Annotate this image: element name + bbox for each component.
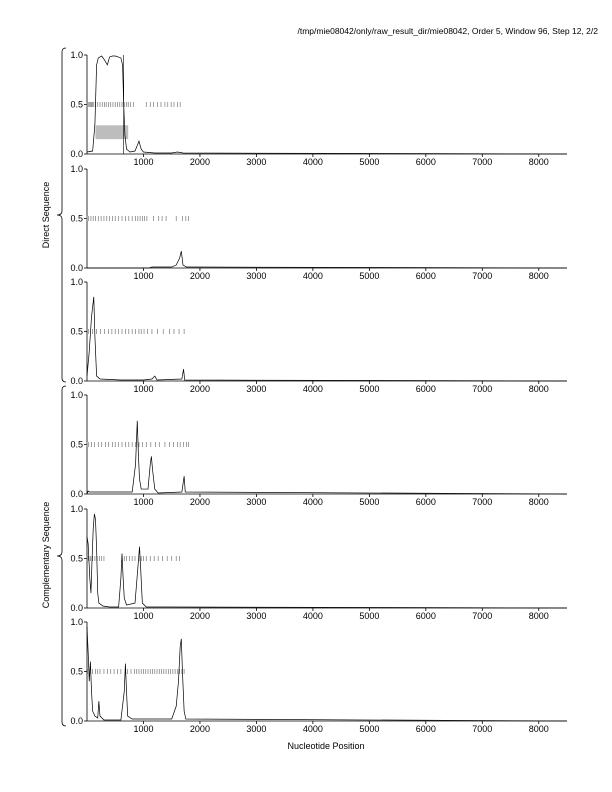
panel-4-series-line — [87, 421, 567, 494]
panel-3-y-tick-label-1: 0.5 — [70, 326, 83, 337]
panel-5-x-tick-label-6: 7000 — [472, 611, 493, 621]
panel-6-x-tick-label-3: 4000 — [302, 724, 323, 734]
panel-2-x-tick-label-0: 1000 — [133, 271, 154, 281]
panel-1-x-tick-label-2: 3000 — [246, 157, 267, 167]
panel-3-x-tick-label-4: 5000 — [359, 384, 380, 394]
x-axis-title: Nucleotide Position — [287, 741, 365, 751]
panel-2-x-tick-label-6: 7000 — [472, 271, 493, 281]
panel-3-x-tick-label-2: 3000 — [246, 384, 267, 394]
panel-4-y-tick-label-1: 0.5 — [70, 439, 83, 450]
panel-2-y-tick-label-0: 0.0 — [70, 263, 83, 273]
panel-4-x-tick-label-7: 8000 — [528, 497, 549, 507]
panel-6-x-tick-label-2: 3000 — [246, 724, 267, 734]
group-label-complementary-sequence: Complementary Sequence — [41, 501, 51, 609]
panel-1-series-line — [87, 56, 567, 154]
panel-1-x-tick-label-4: 5000 — [359, 157, 380, 167]
panel-2-x-tick-label-3: 4000 — [302, 271, 323, 281]
panel-3-x-tick-label-7: 8000 — [528, 384, 549, 394]
panel-2-x-tick-label-1: 2000 — [189, 271, 210, 281]
panel-5-series-line — [87, 514, 567, 608]
group-brace-complementary — [57, 386, 66, 726]
panel-2-y-tick-label-2: 1.0 — [70, 164, 83, 174]
panel-1-box-1 — [95, 125, 128, 139]
panel-1-y-tick-label-1: 0.5 — [70, 99, 83, 110]
panel-5 — [70, 504, 567, 621]
page-title: /tmp/mie08042/only/raw_result_dir/mie08042, Order 5, Window 96, Step 12, 2/2 — [297, 26, 598, 36]
panel-3-y-tick-label-0: 0.0 — [70, 376, 83, 386]
panel-1-x-tick-label-7: 8000 — [528, 157, 549, 167]
panel-5-x-tick-label-5: 6000 — [415, 611, 436, 621]
panel-4 — [70, 390, 567, 507]
panel-6-y-tick-label-0: 0.0 — [70, 716, 83, 726]
panel-5-x-tick-label-1: 2000 — [189, 611, 210, 621]
panel-2-x-tick-label-5: 6000 — [415, 271, 436, 281]
panels-layer — [57, 48, 567, 734]
panel-6 — [70, 617, 567, 734]
panel-6-x-tick-label-1: 2000 — [189, 724, 210, 734]
panel-3-x-tick-label-0: 1000 — [133, 384, 154, 394]
panel-1-y-tick-label-2: 1.0 — [70, 50, 83, 60]
panel-6-x-tick-label-7: 8000 — [528, 724, 549, 734]
panel-1-x-tick-label-0: 1000 — [133, 157, 154, 167]
panel-2 — [70, 164, 567, 281]
panel-3-y-tick-label-2: 1.0 — [70, 277, 83, 287]
panel-3-x-tick-label-3: 4000 — [302, 384, 323, 394]
panel-3 — [70, 277, 567, 394]
panel-1 — [70, 50, 567, 167]
panel-4-y-tick-label-2: 1.0 — [70, 390, 83, 400]
panel-1-x-tick-label-6: 7000 — [472, 157, 493, 167]
panel-4-x-tick-label-4: 5000 — [359, 497, 380, 507]
panel-2-x-tick-label-2: 3000 — [246, 271, 267, 281]
group-label-direct-sequence: Direct Sequence — [41, 181, 51, 249]
panel-4-y-tick-label-0: 0.0 — [70, 489, 83, 499]
panel-6-x-tick-label-0: 1000 — [133, 724, 154, 734]
panel-1-y-tick-label-0: 0.0 — [70, 149, 83, 159]
panel-6-x-tick-label-4: 5000 — [359, 724, 380, 734]
panel-3-x-tick-label-6: 7000 — [472, 384, 493, 394]
panel-4-x-tick-label-0: 1000 — [133, 497, 154, 507]
panel-5-y-tick-label-0: 0.0 — [70, 603, 83, 613]
panel-1-x-tick-label-3: 4000 — [302, 157, 323, 167]
panel-3-x-tick-label-5: 6000 — [415, 384, 436, 394]
panel-2-x-tick-label-4: 5000 — [359, 271, 380, 281]
panel-5-x-tick-label-4: 5000 — [359, 611, 380, 621]
panel-5-y-tick-label-2: 1.0 — [70, 504, 83, 514]
panel-2-x-tick-label-7: 8000 — [528, 271, 549, 281]
panel-6-x-tick-label-5: 6000 — [415, 724, 436, 734]
panel-4-x-tick-label-2: 3000 — [246, 497, 267, 507]
panel-6-y-tick-label-1: 0.5 — [70, 666, 83, 677]
panel-2-series-line — [87, 251, 567, 268]
panel-4-x-tick-label-5: 6000 — [415, 497, 436, 507]
panel-1-x-tick-label-1: 2000 — [189, 157, 210, 167]
panel-5-x-tick-label-2: 3000 — [246, 611, 267, 621]
panel-6-x-tick-label-6: 7000 — [472, 724, 493, 734]
panel-4-x-tick-label-3: 4000 — [302, 497, 323, 507]
panel-5-y-tick-label-1: 0.5 — [70, 553, 83, 564]
panel-6-y-tick-label-2: 1.0 — [70, 617, 83, 627]
panel-5-x-tick-label-3: 4000 — [302, 611, 323, 621]
panel-4-x-tick-label-6: 7000 — [472, 497, 493, 507]
panel-5-x-tick-label-0: 1000 — [133, 611, 154, 621]
panel-1-x-tick-label-5: 6000 — [415, 157, 436, 167]
panel-5-x-tick-label-7: 8000 — [528, 611, 549, 621]
panel-4-x-tick-label-1: 2000 — [189, 497, 210, 507]
panel-3-series-line — [87, 297, 567, 381]
panel-2-y-tick-label-1: 0.5 — [70, 213, 83, 224]
panel-3-x-tick-label-1: 2000 — [189, 384, 210, 394]
group-brace-direct — [57, 48, 66, 382]
